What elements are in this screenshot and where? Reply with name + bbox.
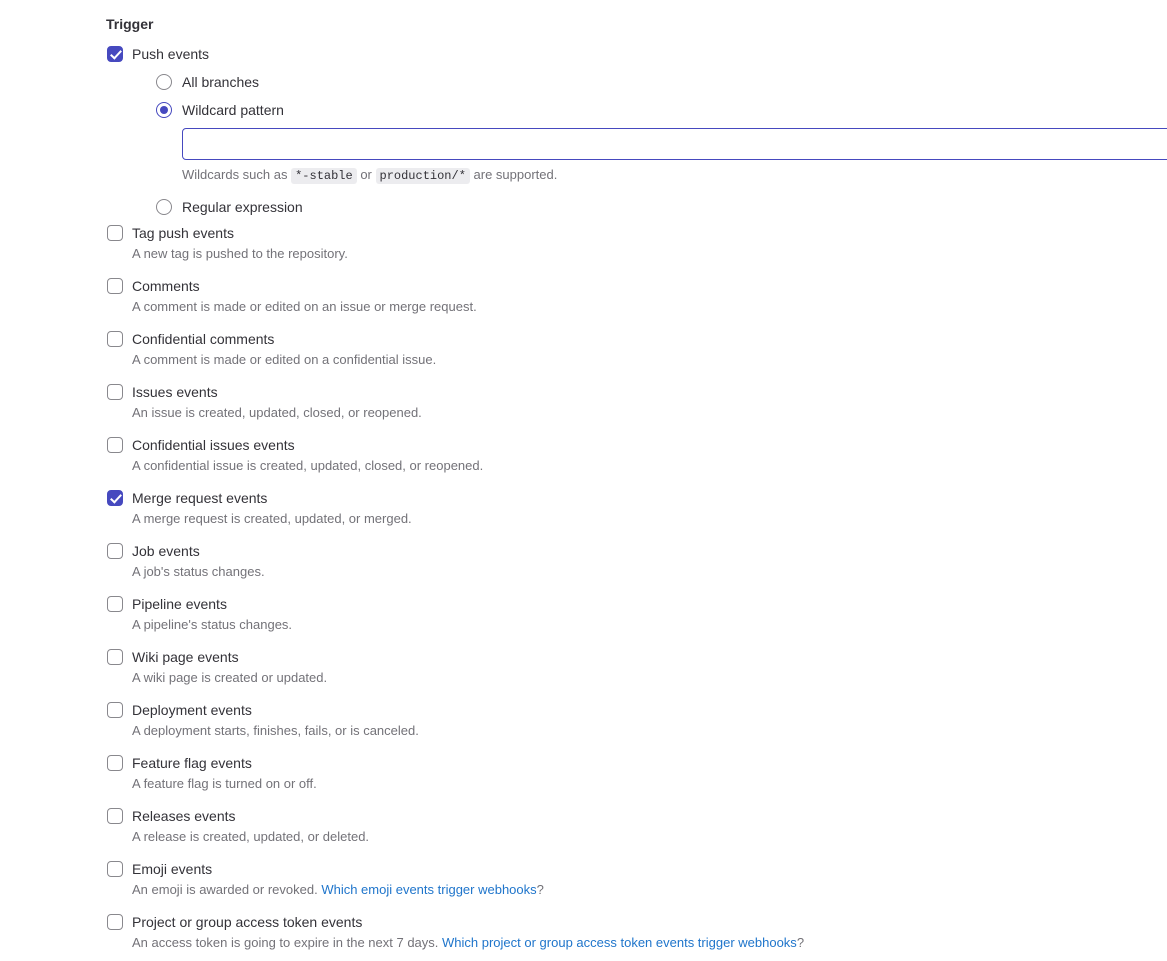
emoji-events-help-text: An emoji is awarded or revoked.	[132, 882, 322, 897]
all-branches-radio[interactable]	[156, 74, 172, 90]
checkbox-row-comments[interactable]	[106, 276, 1167, 316]
confidential-issues-events-checkbox[interactable]	[107, 437, 123, 453]
checkbox-row-confidential-comments[interactable]	[106, 329, 1167, 369]
wildcard-pattern-label[interactable]: Wildcard pattern	[182, 102, 284, 118]
checkbox-row-emoji-events[interactable]	[106, 859, 1167, 899]
wiki-page-events-label[interactable]: Wiki page events	[132, 649, 239, 665]
feature-flag-events-help	[132, 775, 1167, 793]
emoji-events-help-link[interactable]: Which emoji events trigger webhooks	[321, 882, 537, 897]
push-events-checkbox[interactable]	[107, 46, 123, 62]
push-events-label[interactable]: Push events	[132, 46, 210, 62]
checkbox-row-push-events[interactable]	[106, 44, 1167, 217]
checkbox-row-issues-events[interactable]	[106, 382, 1167, 422]
section-title: Trigger	[106, 16, 154, 32]
confidential-comments-help-text: A comment is made or edited on a confidential issue.	[132, 352, 437, 367]
events-list	[106, 223, 1167, 952]
all-branches-label[interactable]: All branches	[182, 74, 260, 90]
issues-events-label[interactable]: Issues events	[132, 384, 218, 400]
tag-push-events-label[interactable]: Tag push events	[132, 225, 234, 241]
releases-events-help	[132, 828, 1167, 846]
wildcard-example-2: production/*	[376, 168, 470, 184]
checkbox-row-releases-events[interactable]	[106, 806, 1167, 846]
checkbox-row-deployment-events[interactable]	[106, 700, 1167, 740]
wildcard-pattern-radio[interactable]	[156, 102, 172, 118]
wiki-page-events-help	[132, 669, 1167, 687]
wildcard-help-suffix: are supported.	[469, 167, 558, 182]
wildcard-help-middle: or	[356, 167, 376, 182]
job-events-help	[132, 563, 1167, 581]
checkbox-row-feature-flag-events[interactable]	[106, 753, 1167, 793]
confidential-comments-help	[132, 351, 1167, 369]
issues-events-checkbox[interactable]	[107, 384, 123, 400]
issues-events-help-text: An issue is created, updated, closed, or reopened.	[132, 405, 422, 420]
merge-request-events-help-text: A merge request is created, updated, or merged.	[132, 511, 412, 526]
job-events-label[interactable]: Job events	[132, 543, 200, 559]
push-events-options	[132, 72, 1167, 217]
checkbox-row-confidential-issues-events[interactable]	[106, 435, 1167, 475]
emoji-events-help	[132, 881, 1167, 899]
confidential-issues-events-help	[132, 457, 1167, 475]
deployment-events-checkbox[interactable]	[107, 702, 123, 718]
wildcard-help-prefix: Wildcards such as	[182, 167, 292, 182]
access-token-events-help-suffix: ?	[796, 935, 805, 950]
pipeline-events-help	[132, 616, 1167, 634]
deployment-events-help	[132, 722, 1167, 740]
confidential-comments-checkbox[interactable]	[107, 331, 123, 347]
checkbox-row-tag-push-events[interactable]	[106, 223, 1167, 263]
merge-request-events-help	[132, 510, 1167, 528]
access-token-events-help-link[interactable]: Which project or group access token events trigger webhooks	[442, 935, 797, 950]
wiki-page-events-checkbox[interactable]	[107, 649, 123, 665]
checkbox-row-job-events[interactable]	[106, 541, 1167, 581]
wildcard-input-wrap	[182, 128, 1167, 185]
wildcard-help-text	[182, 166, 1167, 185]
checkbox-row-wiki-page-events[interactable]	[106, 647, 1167, 687]
access-token-events-help	[132, 934, 1167, 952]
access-token-events-label[interactable]: Project or group access token events	[132, 914, 363, 930]
merge-request-events-checkbox[interactable]	[107, 490, 123, 506]
wildcard-example-1: *-stable	[291, 168, 357, 184]
feature-flag-events-help-text: A feature flag is turned on or off.	[132, 776, 317, 791]
access-token-events-help-text: An access token is going to expire in the next 7 days.	[132, 935, 443, 950]
wildcard-pattern-input[interactable]	[182, 128, 1167, 160]
pipeline-events-help-text: A pipeline's status changes.	[132, 617, 293, 632]
confidential-comments-label[interactable]: Confidential comments	[132, 331, 275, 347]
tag-push-events-help	[132, 245, 1167, 263]
comments-help	[132, 298, 1167, 316]
releases-events-checkbox[interactable]	[107, 808, 123, 824]
releases-events-help-text: A release is created, updated, or deleted.	[132, 829, 370, 844]
emoji-events-label[interactable]: Emoji events	[132, 861, 213, 877]
regular-expression-label[interactable]: Regular expression	[182, 199, 303, 215]
deployment-events-help-text: A deployment starts, finishes, fails, or is canceled.	[132, 723, 419, 738]
trigger-section	[106, 14, 1167, 952]
job-events-help-text: A job's status changes.	[132, 564, 265, 579]
feature-flag-events-checkbox[interactable]	[107, 755, 123, 771]
checkbox-row-merge-request-events[interactable]	[106, 488, 1167, 528]
emoji-events-help-suffix: ?	[536, 882, 544, 897]
confidential-issues-events-help-text: A confidential issue is created, updated, closed, or reopened.	[132, 458, 484, 473]
deployment-events-label[interactable]: Deployment events	[132, 702, 252, 718]
wiki-page-events-help-text: A wiki page is created or updated.	[132, 670, 328, 685]
tag-push-events-help-text: A new tag is pushed to the repository.	[132, 246, 348, 261]
comments-help-text: A comment is made or edited on an issue or merge request.	[132, 299, 477, 314]
checkbox-row-pipeline-events[interactable]	[106, 594, 1167, 634]
radio-row-all-branches[interactable]	[156, 72, 1167, 92]
merge-request-events-label[interactable]: Merge request events	[132, 490, 268, 506]
comments-checkbox[interactable]	[107, 278, 123, 294]
radio-row-wildcard-pattern[interactable]	[156, 100, 1167, 185]
comments-label[interactable]: Comments	[132, 278, 200, 294]
access-token-events-checkbox[interactable]	[107, 914, 123, 930]
radio-row-regular-expression[interactable]	[156, 197, 1167, 217]
tag-push-events-checkbox[interactable]	[107, 225, 123, 241]
emoji-events-checkbox[interactable]	[107, 861, 123, 877]
pipeline-events-label[interactable]: Pipeline events	[132, 596, 227, 612]
issues-events-help	[132, 404, 1167, 422]
checkbox-row-access-token-events[interactable]	[106, 912, 1167, 952]
pipeline-events-checkbox[interactable]	[107, 596, 123, 612]
feature-flag-events-label[interactable]: Feature flag events	[132, 755, 252, 771]
confidential-issues-events-label[interactable]: Confidential issues events	[132, 437, 295, 453]
job-events-checkbox[interactable]	[107, 543, 123, 559]
releases-events-label[interactable]: Releases events	[132, 808, 236, 824]
regular-expression-radio[interactable]	[156, 199, 172, 215]
